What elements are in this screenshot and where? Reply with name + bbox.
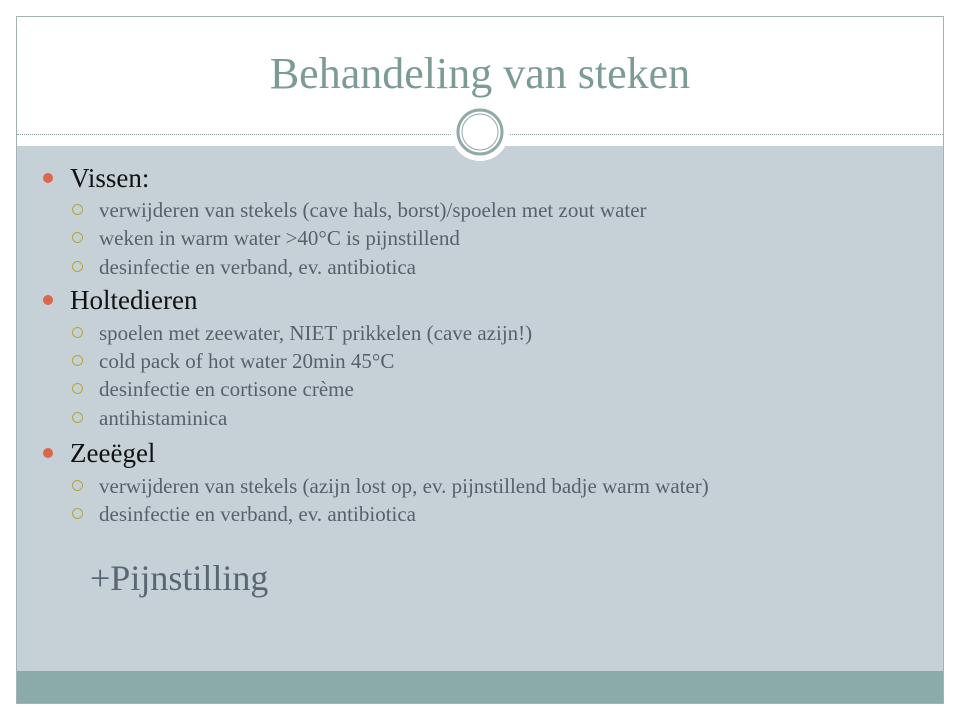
extra-note: +Pijnstilling bbox=[90, 558, 269, 598]
hollow-circle-icon bbox=[72, 355, 83, 366]
list-item-text: verwijderen van stekels (azijn lost op, ev. pijnstillend badje warm water) bbox=[99, 474, 709, 498]
hollow-circle-icon bbox=[72, 480, 83, 491]
hollow-circle-icon bbox=[72, 383, 83, 394]
filled-dot-icon bbox=[43, 448, 53, 458]
filled-dot-icon bbox=[43, 173, 53, 183]
list-item-text: weken in warm water >40°C is pijnstillend bbox=[99, 226, 460, 250]
hollow-circle-icon bbox=[72, 232, 83, 243]
footer-band bbox=[17, 671, 943, 703]
section-heading-label: Vissen: bbox=[70, 163, 150, 193]
list-item-text: antihistaminica bbox=[99, 406, 228, 430]
hollow-circle-icon bbox=[72, 261, 83, 272]
hollow-circle-icon bbox=[72, 508, 83, 519]
list-item-text: desinfectie en verband, ev. antibiotica bbox=[99, 502, 416, 526]
list-item-text: desinfectie en cortisone crème bbox=[99, 377, 354, 401]
slide-title: Behandeling van steken bbox=[269, 49, 691, 98]
section-heading-label: Zeeëgel bbox=[70, 438, 156, 468]
list-item-text: verwijderen van stekels (cave hals, borst)/spoelen met zout water bbox=[99, 198, 647, 222]
hollow-circle-icon bbox=[72, 412, 83, 423]
list-item-text: spoelen met zeewater, NIET prikkelen (cave azijn!) bbox=[99, 321, 533, 345]
hollow-circle-icon bbox=[72, 204, 83, 215]
double-ring-icon bbox=[450, 102, 510, 162]
section-heading-label: Holtedieren bbox=[70, 285, 198, 315]
hollow-circle-icon bbox=[72, 327, 83, 338]
list-item-text: cold pack of hot water 20min 45°C bbox=[99, 349, 395, 373]
filled-dot-icon bbox=[43, 295, 53, 305]
list-item-text: desinfectie en verband, ev. antibiotica bbox=[99, 255, 416, 279]
